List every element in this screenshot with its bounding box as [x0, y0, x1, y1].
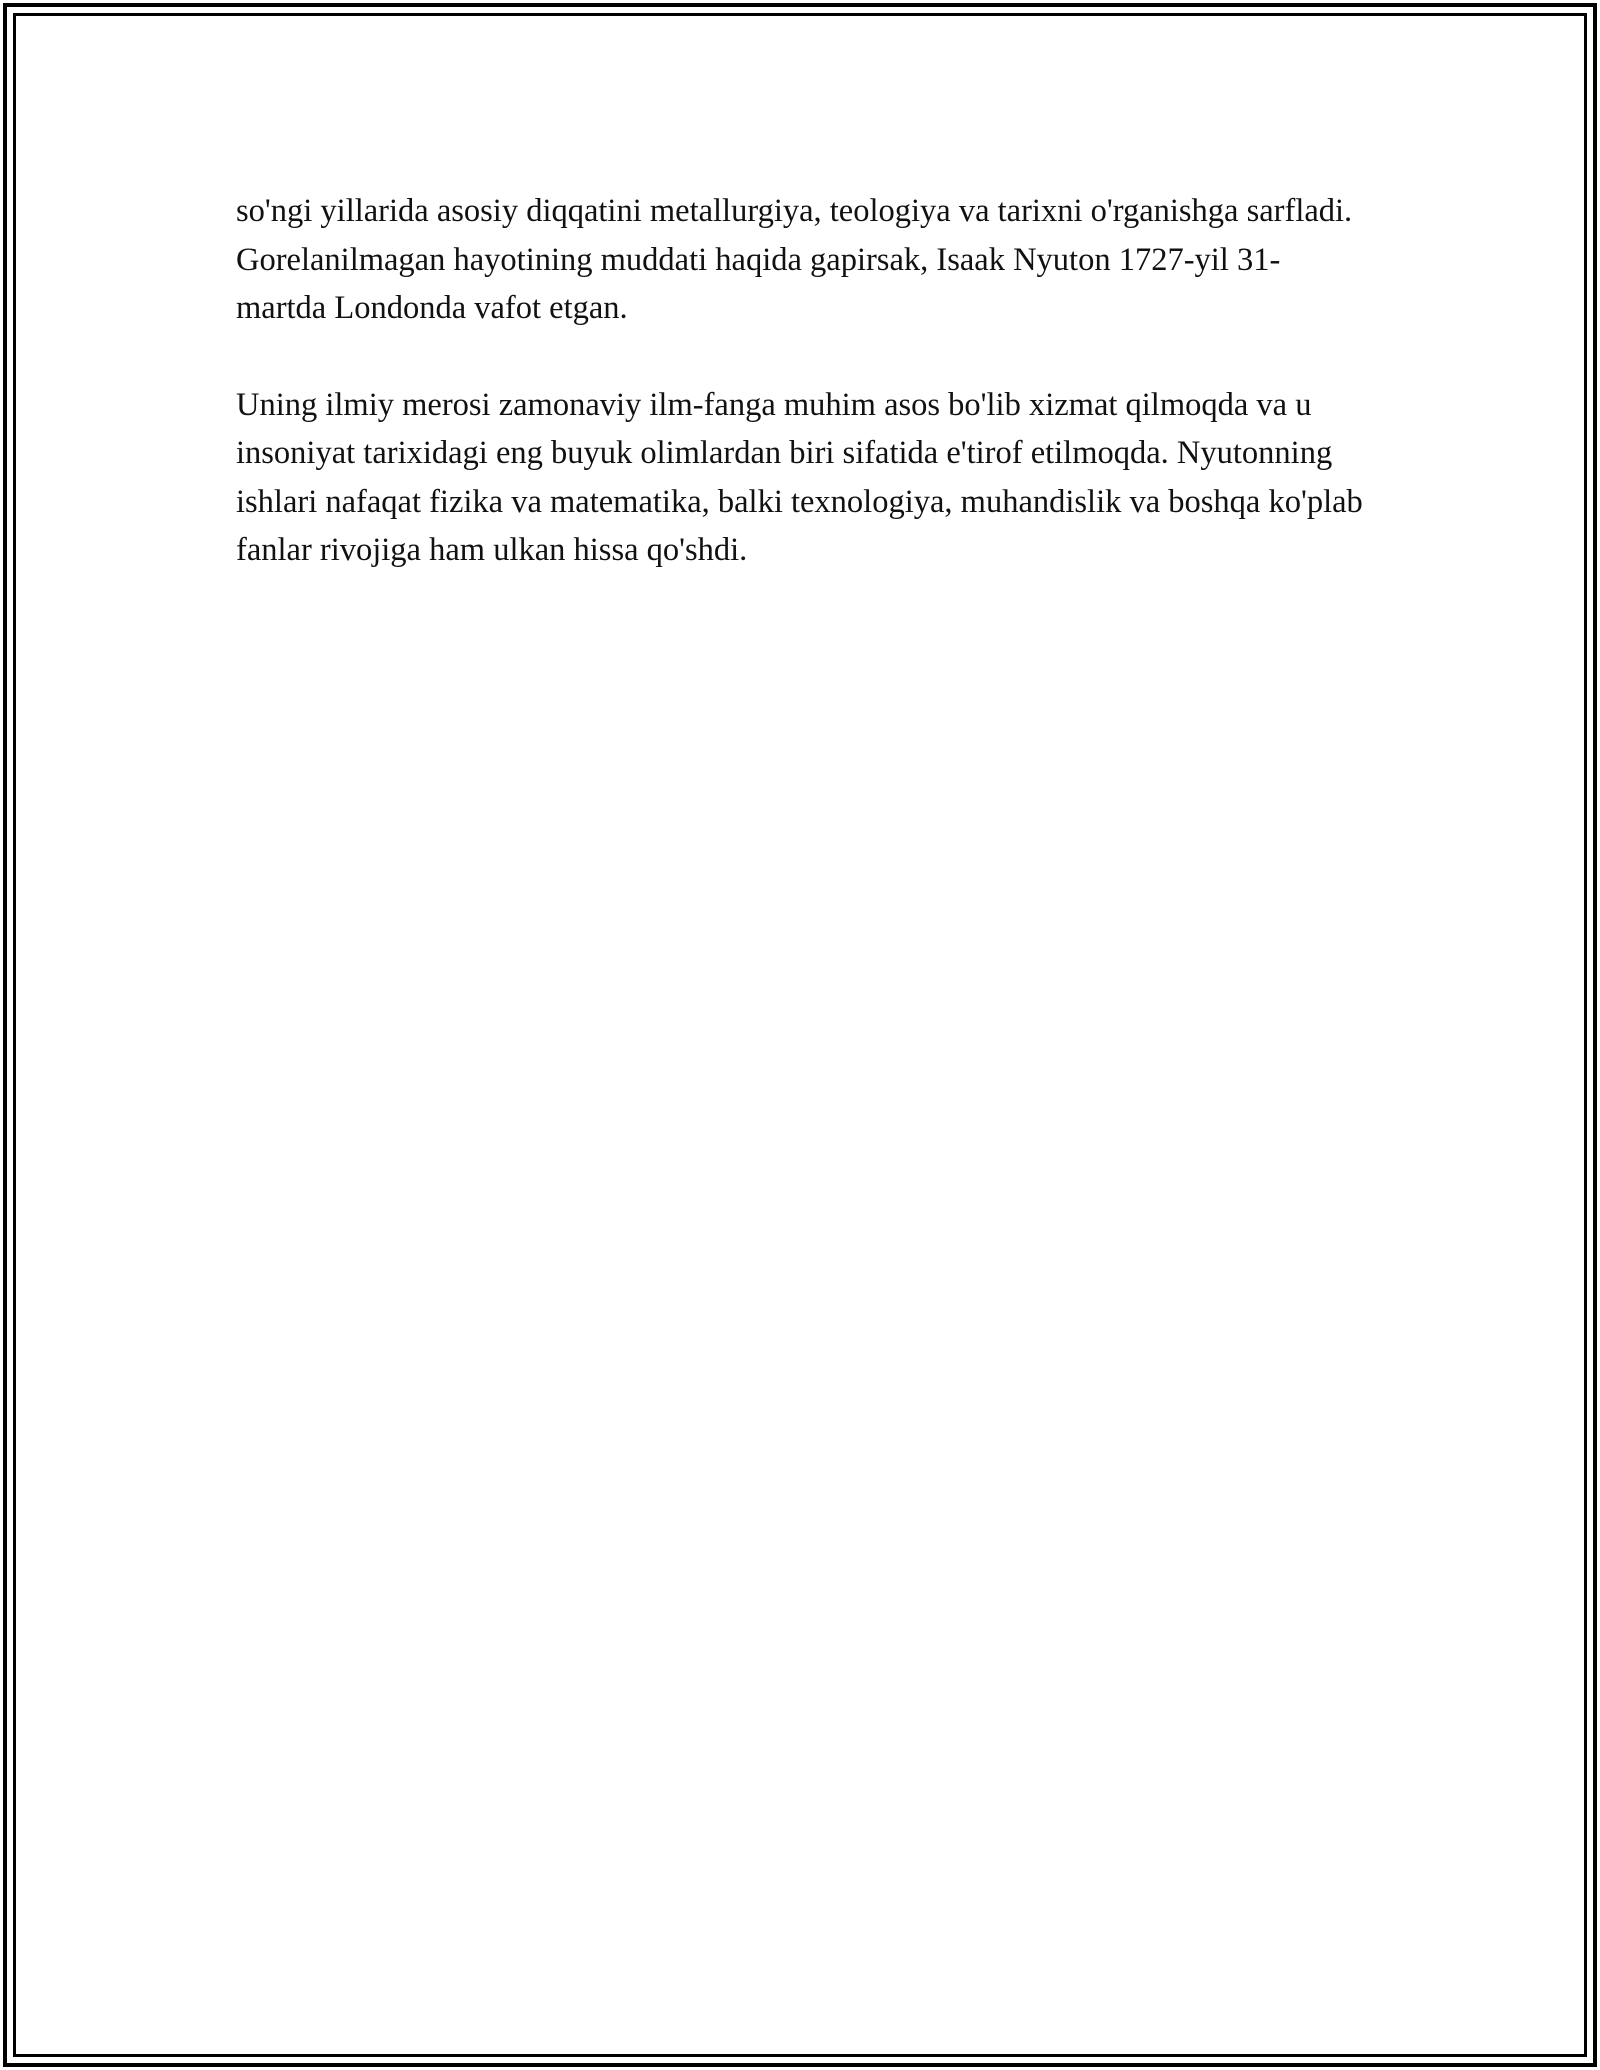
- document-body: [236, 187, 1366, 623]
- paragraph: Uning ilmiy merosi zamonaviy ilm-fanga muhim asos bo'lib xizmat qilmoqda va u insoniyat tarixidagi eng buyuk olimlardan biri sifatida e'tirof etilmoqda. Nyutonning ishlari nafaqat fizika va matematika, balki texnologiya, muhandislik va boshqa ko'plab fanlar rivojiga ham ulkan hissa qo'shdi.: [236, 386, 1363, 568]
- paragraph: so'ngi yillarida asosiy diqqatini metallurgiya, teologiya va tarixni o'rganishga sarfladi. Gorelanilmagan hayotining muddati haqida gapirsak, Isaak Nyuton 1727-yil 31-martda Londonda vafot etgan.: [236, 193, 1353, 326]
